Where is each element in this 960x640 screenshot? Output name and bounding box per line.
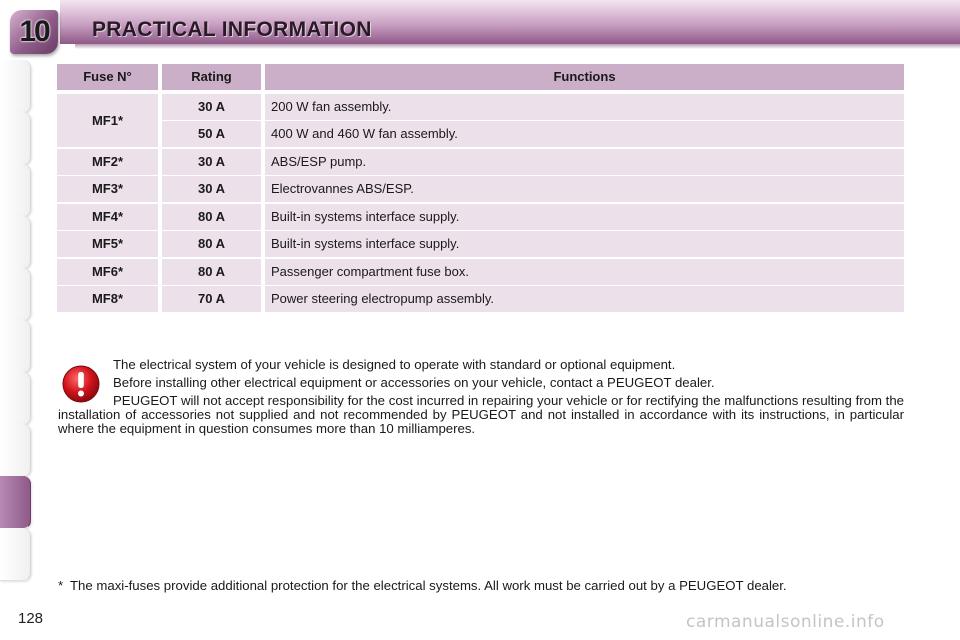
column-header-rating: Rating xyxy=(162,64,261,90)
rating-cell: 80 A xyxy=(162,204,261,230)
page-title: PRACTICAL INFORMATION xyxy=(92,18,372,41)
chapter-badge[interactable]: 10 xyxy=(10,10,58,54)
footnote xyxy=(58,579,904,593)
chapter-tab-3[interactable] xyxy=(0,164,31,217)
fuse-cell: MF6* xyxy=(57,259,158,285)
rating-cell: 80 A xyxy=(162,231,261,257)
chapter-tab-5[interactable] xyxy=(0,268,31,321)
warning-paragraph: Before installing other electrical equipment or accessories on your vehicle, contact a PEUGEOT dealer. xyxy=(113,375,715,390)
column-header-functions: Functions xyxy=(265,64,904,90)
rating-cell: 50 A xyxy=(162,121,261,147)
page-number: 128 xyxy=(18,610,44,627)
warning-paragraph: The electrical system of your vehicle is designed to operate with standard or optional equipment. xyxy=(113,357,676,372)
chapter-tab-11[interactable] xyxy=(0,528,31,581)
function-cell: 400 W and 460 W fan assembly. xyxy=(265,121,904,147)
function-cell: Electrovannes ABS/ESP. xyxy=(265,176,904,202)
fuse-cell: MF4* xyxy=(57,204,158,230)
rating-cell: 70 A xyxy=(162,286,261,312)
function-cell: ABS/ESP pump. xyxy=(265,149,904,175)
rating-cell: 30 A xyxy=(162,94,261,120)
chapter-tab-6[interactable] xyxy=(0,320,31,373)
chapter-tabs xyxy=(0,60,36,580)
chapter-tab-8[interactable] xyxy=(0,424,31,477)
chapter-tab-7[interactable] xyxy=(0,372,31,425)
watermark: carmanualsonline.info xyxy=(686,612,885,632)
chapter-tab-2[interactable] xyxy=(0,112,31,165)
header-shadow xyxy=(75,44,960,49)
fuse-cell: MF5* xyxy=(57,231,158,257)
function-cell: Power steering electropump assembly. xyxy=(265,286,904,312)
page-header xyxy=(0,0,960,52)
function-cell: Passenger compartment fuse box. xyxy=(265,259,904,285)
footnote-text: The maxi-fuses provide additional protection for the electrical systems. All work must be carried out by a PEUGEOT dealer. xyxy=(70,578,787,593)
fuse-cell-mf1: MF1* xyxy=(57,94,158,147)
footnote-marker: * xyxy=(58,578,64,593)
chapter-tab-4[interactable] xyxy=(0,216,31,269)
rating-cell: 80 A xyxy=(162,259,261,285)
chapter-tab-10-active[interactable] xyxy=(0,476,31,529)
fuse-cell: MF8* xyxy=(57,286,158,312)
chapter-tab-1[interactable] xyxy=(0,60,31,113)
function-cell: Built-in systems interface supply. xyxy=(265,204,904,230)
function-cell: 200 W fan assembly. xyxy=(265,94,904,120)
fuse-cell: MF2* xyxy=(57,149,158,175)
rating-cell: 30 A xyxy=(162,149,261,175)
rating-cell: 30 A xyxy=(162,176,261,202)
warning-paragraph: PEUGEOT will not accept responsibility for the cost incurred in repairing your vehicle or for rectifying the malfunctions resulting from the installation of accessories not supplied and not recommended by PEUGEOT and not installed in accordance with its instructions, in particular where the equipment in question consumes more than 10 milliamperes. xyxy=(58,393,904,436)
function-cell: Built-in systems interface supply. xyxy=(265,231,904,257)
warning-text xyxy=(58,358,904,440)
fuse-cell: MF3* xyxy=(57,176,158,202)
column-header-fuse: Fuse N° xyxy=(57,64,158,90)
